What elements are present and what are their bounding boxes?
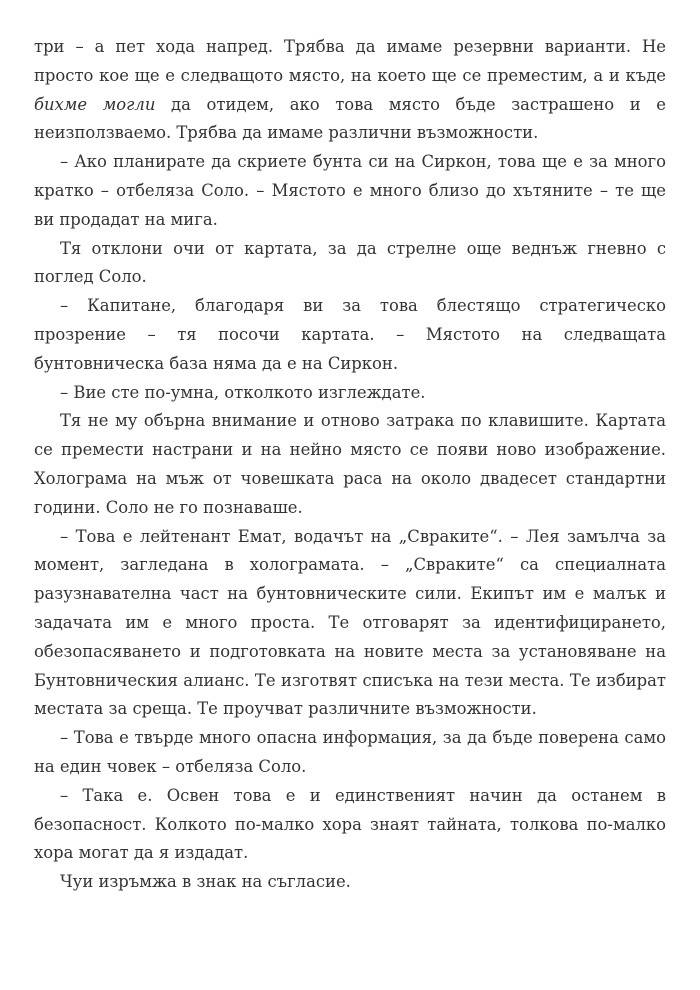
paragraph-1-text-a: три – а пет хода напред. Трябва да имаме резервни варианти. Не просто кое ще е следващото място, на което ще се преместим, а и къде — [34, 37, 666, 85]
paragraph-7: – Това е лейтенант Емат, водачът на „Свраките“. – Лея замълча за момент, загледана в холограмата. – „Свраките“ са специалната разузнавателна част на бунтовническите сили. Екипът им е малък и задачата им е много проста. Те отговарят за идентифицирането, обезопасяването и подготовката на новите места за установяване на Бунтовническия алианс. Те изготвят списъка на тези места. Те избират местата за среща. Те проучват различните възможности. — [34, 526, 666, 719]
paragraph-4: – Капитане, благодаря ви за това блестящо стратегическо прозрение – тя посочи картата. – Мястото на следващата бунтовническа база няма да е на Сиркон. — [34, 296, 666, 373]
paragraph-3: Тя отклони очи от картата, за да стрелне още веднъж гневно с поглед Соло. — [34, 238, 666, 287]
page-text — [34, 33, 666, 897]
paragraph-6: Тя не му обърна внимание и отново затрака по клавишите. Картата се премести настрани и на нейно място се появи ново изображение. Холограма на мъж от човешката раса на около двадесет стандартни години. Соло не го познаваше. — [34, 411, 666, 517]
paragraph-1 — [34, 33, 666, 148]
paragraph-1-emphasis: бихме могли — [34, 94, 156, 114]
paragraph-2: – Ако планирате да скриете бунта си на Сиркон, това ще е за много кратко – отбеляза Соло. – Мястото е много близо до хътяните – те ще ви продадат на мига. — [34, 152, 666, 229]
paragraph-1-text-b: да отидем, ако това място бъде застрашено и е неизползваемо. Трябва да имаме различни възможности. — [34, 94, 666, 143]
paragraph-8: – Това е твърде много опасна информация, за да бъде поверена само на един човек – отбеляза Соло. — [34, 728, 666, 776]
paragraph-5: – Вие сте по-умна, отколкото изглеждате. — [60, 382, 426, 402]
paragraph-9: – Така е. Освен това е и единственият начин да останем в безопасност. Колкото по-малко хора знаят тайната, толкова по-малко хора могат да я издадат. — [34, 785, 666, 863]
paragraph-10: Чуи изръмжа в знак на съгласие. — [60, 872, 351, 892]
